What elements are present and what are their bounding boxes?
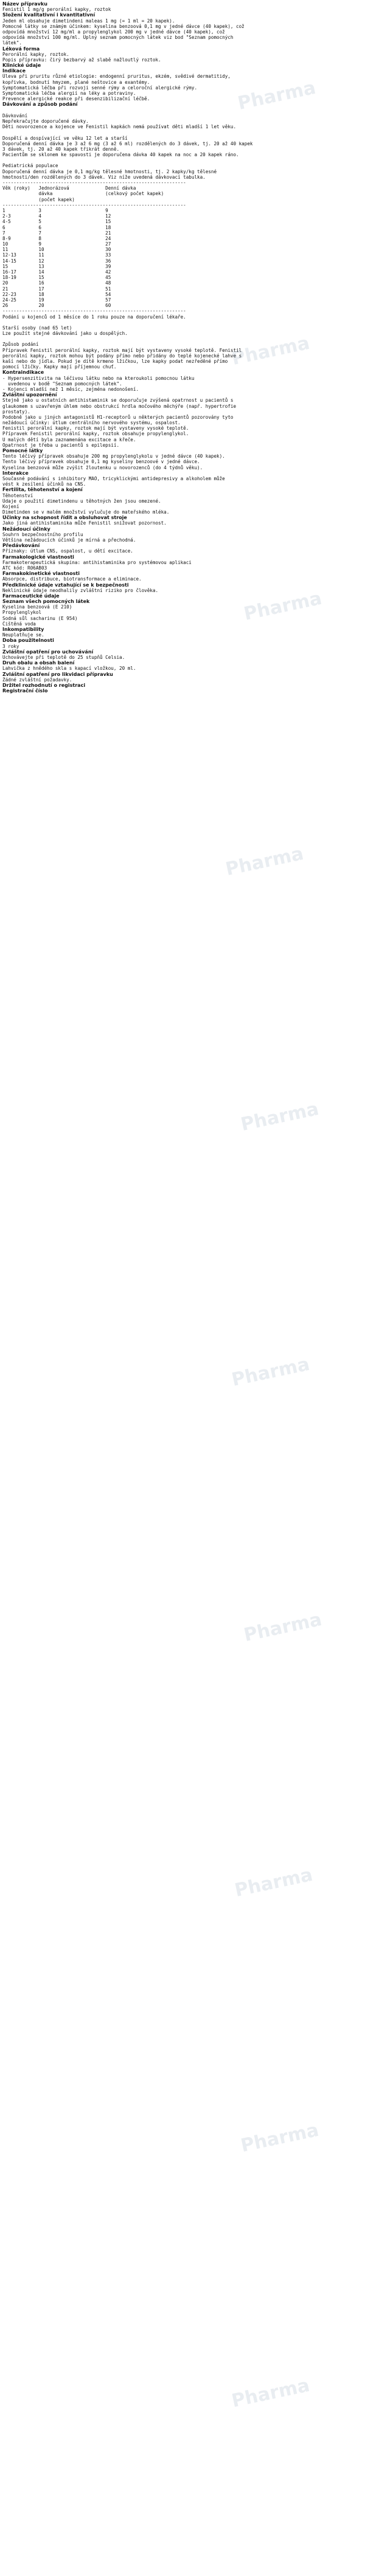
section-heading: Doba použitelnosti xyxy=(2,638,54,644)
text-line: Symptomatická léčba alergií na léky a potraviny. xyxy=(2,91,136,96)
text-line: Příznaky: útlum CNS, ospalost, u dětí excitace. xyxy=(2,548,133,554)
section-heading: Léková forma xyxy=(2,46,40,52)
text-line: pomocí lžičky. Kapky mají příjemnou chuť. xyxy=(2,364,117,370)
text-line: Žádné zvláštní požadavky. xyxy=(2,677,72,683)
text-line: Prevence alergické reakce při desenzibilizační léčbě. xyxy=(2,96,150,102)
section-heading: Nežádoucí účinky xyxy=(2,526,50,532)
watermark: Pharma xyxy=(235,77,318,115)
text-line xyxy=(2,129,363,135)
section-heading: Farmaceutické údaje xyxy=(2,593,60,599)
text-line: ------------------------------------------------------------------ xyxy=(2,202,186,208)
text-line: Těhotenství xyxy=(2,492,33,498)
text-line: hmotnosti/den rozdělených do 3 dávek. Viz níže uvedená dávkovací tabulka. xyxy=(2,174,206,180)
text-line: Děti novorozence a kojence ve Fenistil kapkách nemá používat děti mladší 1 let věku. xyxy=(2,124,237,130)
text-line: 4-5 5 15 xyxy=(2,219,111,225)
section-heading: Název přípravku xyxy=(2,1,47,7)
section-heading: Inkompatibility xyxy=(2,627,44,632)
text-line: U malých dětí byla zaznamenána excitace a křeče. xyxy=(2,436,136,443)
watermark: Pharma xyxy=(232,1864,315,1902)
text-line: Pediatrická populace xyxy=(2,163,58,169)
section-heading: Zvláštní opatření pro likvidaci přípravku xyxy=(2,671,113,677)
text-line: kaší nebo do jídla. Pokud je dítě krmeno lžičkou, lze kapky podat nezředěné přímo xyxy=(2,359,228,364)
text-line: Starší osoby (nad 65 let) xyxy=(2,325,72,331)
section-heading: Předklinické údaje vztahující se k bezpečnosti xyxy=(2,582,129,588)
watermark: Pharma xyxy=(242,587,324,625)
text-line: odpovídá množství 100 mg/ml. Úplný seznam pomocných látek viz bod "Seznam pomocných xyxy=(2,35,234,41)
text-line: Farmakoterapeutická skupina: antihistaminika pro systémovou aplikaci xyxy=(2,559,192,565)
text-line: 12-13 11 33 xyxy=(2,252,111,258)
text-line: - Hypersenzitivita na léčivou látku nebo na kteroukoli pomocnou látku xyxy=(2,375,195,381)
text-line: 6 6 18 xyxy=(2,224,111,230)
text-line: Jeden ml obsahuje dimetindeni maleas 1 mg (= 1 ml = 20 kapek). xyxy=(2,18,175,24)
section-heading: Fertilita, těhotenství a kojení xyxy=(2,487,83,493)
text-line: uvedenou v bodě "Seznam pomocných látek". xyxy=(2,381,122,387)
text-line: Údaje o použití dimetindenu u těhotných žen jsou omezené. xyxy=(2,498,161,504)
text-line: Podání u kojenců od 1 měsíce do 1 roku pouze na doporučení lékaře. xyxy=(2,314,186,320)
text-line: 26 20 60 xyxy=(2,303,111,309)
section-heading: Zvláštní opatření pro uchovávání xyxy=(2,649,94,655)
text-line: Podobně jako u jiných antagonistů H1-receptorů u některých pacientů pozorovány tyto xyxy=(2,414,234,420)
watermark: Pharma xyxy=(238,2119,321,2157)
text-line: Kyselina benzoová (E 210) xyxy=(2,604,72,610)
text-line: Neklinické údaje neodhalily zvláštní riziko pro člověka. xyxy=(2,587,159,593)
text-line: Sodná sůl sacharinu (E 954) xyxy=(2,615,78,621)
text-line: Kojení xyxy=(2,503,19,509)
section-heading: Účinky na schopnost řídit a obsluhovat stroje xyxy=(2,515,127,521)
text-line: Dávkování xyxy=(2,112,28,119)
document-body xyxy=(2,1,363,694)
text-line: Perorální kapky, roztok. xyxy=(2,51,69,57)
text-line: látek". xyxy=(2,40,23,46)
section-heading: Farmakokinetické vlastnosti xyxy=(2,571,80,577)
text-line: Nepřekračujte doporučené dávky. xyxy=(2,118,89,124)
text-line: Uchovávejte při teplotě do 25 stupňů Celsia. xyxy=(2,654,125,660)
text-line: Propylenglykol xyxy=(2,610,42,616)
text-line: 3 dávek, tj. 20 až 40 kapek třikrát denně. xyxy=(2,146,120,152)
text-line: 18-19 15 45 xyxy=(2,275,111,281)
section-heading: Předávkování xyxy=(2,543,40,549)
watermark: Pharma xyxy=(242,1608,324,1647)
text-line: 21 17 51 xyxy=(2,286,111,292)
text-line: Jako jiná antihistaminika může Fenistil snižovat pozornost. xyxy=(2,520,167,526)
text-line: 15 13 39 xyxy=(2,263,111,269)
text-line: Lze použít stejné dávkování jako u dospělých. xyxy=(2,331,128,337)
text-line: Opatrnost je třeba u pacientů s epilepsií. xyxy=(2,442,120,448)
text-line: Symptomatická léčba při rozvoji senné rýmy a celoroční alergické rýmy. xyxy=(2,84,198,91)
text-line: ------------------------------------------------------------------ xyxy=(2,308,186,314)
text-line: 24-25 19 57 xyxy=(2,297,111,303)
text-line: prostaty). xyxy=(2,408,30,415)
section-heading: Zvláštní upozornění xyxy=(2,392,57,398)
watermark: Pharma xyxy=(229,2374,312,2412)
watermark: Pharma xyxy=(229,332,312,370)
text-line: kopřivka, bodnutí hmyzem, plané neštovice a exantémy. xyxy=(2,79,150,85)
text-line: ------------------------------------------------------------------ xyxy=(2,180,186,185)
text-line: odpovídá množství 12 mg/ml a propylenglykol 200 mg v jedné dávce (40 kapek), což xyxy=(2,29,225,35)
section-heading: Seznam všech pomocných látek xyxy=(2,599,90,605)
text-line: Dimetinden se v malém množství vylučuje do mateřského mléka. xyxy=(2,509,170,515)
text-line: (počet kapek) xyxy=(2,196,75,202)
section-heading: Farmakologické vlastnosti xyxy=(2,554,74,560)
watermark: Pharma xyxy=(238,1098,321,1136)
text-line: ATC kód: R06AB03 xyxy=(2,565,47,571)
text-line: Věk (roky) Jednorázová Denní dávka xyxy=(2,185,136,191)
text-line: 8-9 8 24 xyxy=(2,235,111,241)
text-line: Přípravek Fenistil perorální kapky, roztok mají být vystaveny vysoké teplotě. Fenistil xyxy=(2,347,242,353)
text-line: 10 9 27 xyxy=(2,241,111,247)
text-line: 20 16 48 xyxy=(2,280,111,286)
section-heading: Kontraindikace xyxy=(2,370,44,376)
text-line: perorální kapky, roztok mohou být podány přímo nebo přidány do teplé kojenecké lahve s xyxy=(2,353,242,359)
text-line xyxy=(2,108,363,113)
section-heading: Pomocné látky xyxy=(2,448,43,453)
section-heading: Dávkování a způsob podání xyxy=(2,102,78,108)
text-line: Fenistil 1 mg/g perorální kapky, roztok xyxy=(2,7,111,13)
text-line xyxy=(2,320,363,325)
text-line: 2-3 4 12 xyxy=(2,213,111,219)
section-heading: Registrační číslo xyxy=(2,688,48,694)
section-heading: Držitel rozhodnutí o registraci xyxy=(2,682,86,688)
watermark: Pharma xyxy=(223,842,306,881)
text-line: Úleva při pruritu různé etiologie: endogenní pruritus, ekzém, svědivé dermatitidy, xyxy=(2,74,231,80)
text-line: Přípravek Fenistil perorální kapky, roztok obsahuje propylenglykol. xyxy=(2,431,189,437)
text-line: Způsob podání xyxy=(2,342,39,348)
text-line: glaukomem s uzavřeným úhlem nebo obstrukcí hrdla močového měchýře (např. hypertrofie xyxy=(2,403,237,409)
text-line: Dospělí a dospívající ve věku 12 let a starší xyxy=(2,135,128,141)
text-line: dávka (celkový počet kapek) xyxy=(2,191,164,197)
text-line: 11 10 30 xyxy=(2,247,111,253)
text-line: Většina nežádoucích účinků je mírná a přechodná. xyxy=(2,537,136,543)
text-line: Lahvička z hnědého skla s kapací vložkou, 20 ml. xyxy=(2,666,136,672)
text-line: Pomocné látky se známým účinkem: kyselina benzoová 0,1 mg v jedné dávce (40 kapek), což xyxy=(2,23,245,29)
text-line: Kyselina benzoová může zvýšit žloutenku u novorozenců (do 4 týdnů věku). xyxy=(2,464,203,470)
section-heading: Indikace xyxy=(2,68,26,74)
text-line: 22-23 18 54 xyxy=(2,291,111,297)
text-line: Čištěná voda xyxy=(2,621,36,627)
text-line: - Kojenci mladší než 1 měsíc, zejména nedonošení. xyxy=(2,386,139,392)
section-heading: Klinické údaje xyxy=(2,63,41,69)
text-line xyxy=(2,336,363,342)
text-line: Doporučená denní dávka je 3 až 6 mg (3 až 6 ml) rozdělených do 3 dávek, tj. 20 až 40 kapek xyxy=(2,140,253,146)
text-line: Doporučená denní dávka je 0,1 mg/kg tělesné hmotnosti, tj. 2 kapky/kg tělesné xyxy=(2,168,217,174)
text-line: Tento léčivý přípravek obsahuje 200 mg propylenglykolu v jedné dávce (40 kapek). xyxy=(2,453,225,460)
text-line: vést k zesílení účinků na CNS. xyxy=(2,481,86,487)
watermark: Pharma xyxy=(229,1353,312,1391)
text-line: Stejně jako u ostatních antihistaminik se doporučuje zvýšená opatrnost u pacientů s xyxy=(2,398,234,404)
text-line: Souhrn bezpečnostního profilu xyxy=(2,531,83,537)
section-heading: Složení kvalitativní i kvantitativní xyxy=(2,12,96,18)
text-line: 3 roky xyxy=(2,643,19,649)
text-line: Absorpce, distribuce, biotransformace a eliminace. xyxy=(2,576,142,582)
text-line xyxy=(2,157,363,163)
text-line: 7 7 21 xyxy=(2,230,111,236)
text-line: 14-15 12 36 xyxy=(2,258,111,264)
text-line: Popis přípravku: čirý bezbarvý až slabě nažloutlý roztok. xyxy=(2,57,161,63)
section-heading: Interakce xyxy=(2,470,29,476)
text-line: 16-17 14 42 xyxy=(2,269,111,275)
text-line: 1 3 9 xyxy=(2,207,108,213)
text-line: Fenistil perorální kapky, roztok mají být vystaveny vysoké teplotě. xyxy=(2,425,189,432)
text-line: Neuplatňuje se. xyxy=(2,632,44,638)
text-line: Současné podávání s inhibitory MAO, tricyklickými antidepresivy a alkoholem může xyxy=(2,475,225,481)
section-heading: Druh obalu a obsah balení xyxy=(2,660,75,666)
text-line: Pacientům se sklonem ke spavosti je doporučena dávka 40 kapek na noc a 20 kapek ráno. xyxy=(2,152,239,158)
text-line: Tento léčivý přípravek obsahuje 0,1 mg kyseliny benzoové v jedné dávce. xyxy=(2,459,200,465)
text-line: nežádoucí účinky: útlum centrálního nervového systému, ospalost. xyxy=(2,420,181,426)
